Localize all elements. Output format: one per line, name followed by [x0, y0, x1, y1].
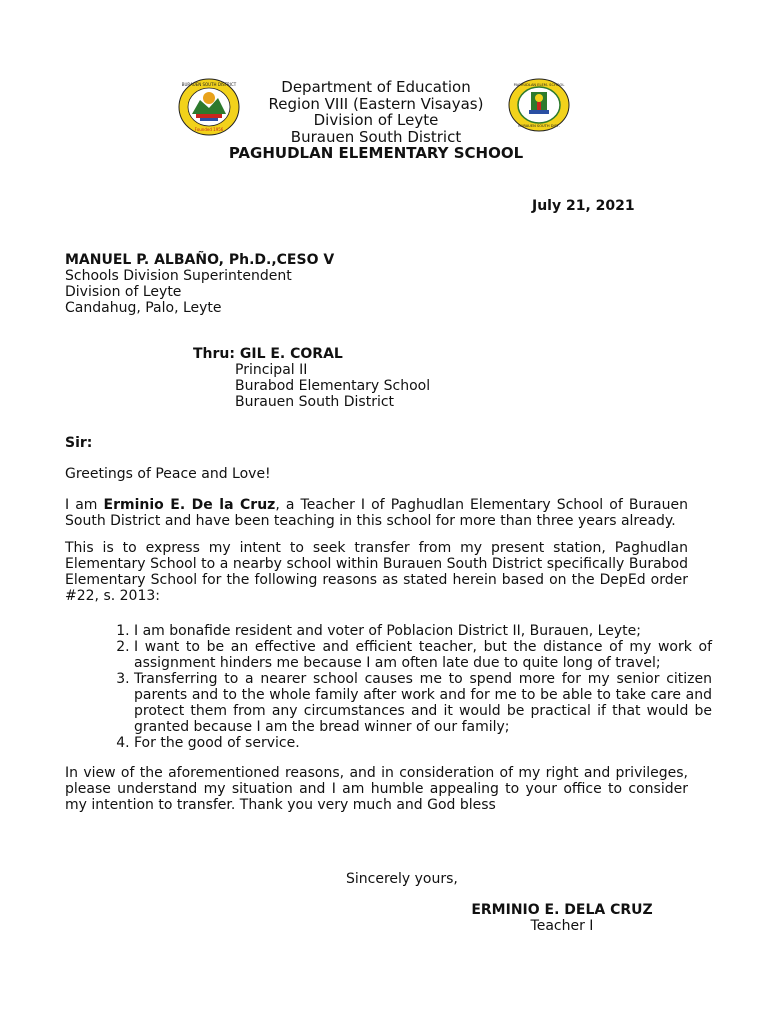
recipient-title: Schools Division Superintendent — [65, 268, 292, 284]
signatory-name: ERMINIO E. DELA CRUZ — [471, 902, 653, 918]
department-name: Department of Education — [281, 78, 471, 96]
svg-text:BURAUEN SOUTH DIST.: BURAUEN SOUTH DIST. — [518, 124, 560, 128]
thru-district: Burauen South District — [235, 394, 395, 410]
reason-item: 1. I am bonafide resident and voter of Poblacion District II, Burauen, Leyte; — [134, 623, 712, 639]
reason-item: 4. For the good of service. — [134, 735, 712, 751]
region-name: Region VIII (Eastern Visayas) — [268, 94, 484, 113]
purpose-paragraph: This is to express my intent to seek transfer from my present station, Paghudlan Elementary School to a nearby school within Burauen South District specifically Burabod Elementary School for the following reasons as stated herein based on the DepEd order #22, s. 2013: — [65, 540, 688, 604]
thru-name: GIL E. CORAL — [239, 346, 343, 362]
sign-off: Sincerely yours, — [346, 871, 458, 887]
salutation: Sir: — [65, 435, 93, 451]
author-name: Erminio E. De la Cruz — [103, 497, 276, 513]
reason-item: 2. I want to be an effective and efficient teacher, but the distance of my work of assignment hinders me because I am often late due to quite long of travel; — [134, 639, 712, 671]
division-name: Division of Leyte — [313, 111, 439, 129]
letter-date: July 21, 2021 — [532, 198, 635, 214]
svg-text:Founded 1956: Founded 1956 — [194, 127, 224, 132]
recipient-office: Division of Leyte — [65, 284, 182, 300]
reason-item: 3. Transferring to a nearer school causes me to spend more for my senior citizen parents and to the whole family after work and for me to be able to take care and protect them from any circumstances and it would be practical if that would be granted because I am the bread winner of our family; — [134, 671, 712, 735]
intro-paragraph — [65, 497, 688, 529]
intro-prefix: I am — [65, 497, 104, 513]
greeting: Greetings of Peace and Love! — [65, 466, 271, 482]
closing-paragraph: In view of the aforementioned reasons, and in consideration of my right and privileges, please understand my situation and I am humble appealing to your office to consider my intention to transfer. Thank you very much and God bless — [65, 765, 688, 813]
reasons-list — [110, 623, 712, 751]
recipient-name: MANUEL P. ALBAÑO, Ph.D.,CESO V — [65, 252, 335, 268]
signature-block — [462, 902, 662, 934]
signatory-position: Teacher I — [530, 918, 594, 934]
district-name: Burauen South District — [290, 127, 462, 146]
thru-school: Burabod Elementary School — [235, 378, 431, 394]
thru-position: Principal II — [235, 362, 308, 378]
svg-text:BURAUEN SOUTH DISTRICT: BURAUEN SOUTH DISTRICT — [181, 82, 237, 87]
svg-text:PAGHUDLAN ELEM. SCHOOL: PAGHUDLAN ELEM. SCHOOL — [513, 83, 565, 87]
thru-label: Thru: — [193, 346, 235, 362]
letterhead — [176, 79, 576, 162]
recipient-address: Candahug, Palo, Leyte — [65, 300, 222, 316]
intro-suffix: , a Teacher I of Paghudlan Elementary School of Burauen South District and have been teaching in this school for more than three years already. — [65, 497, 688, 529]
thru-block — [193, 346, 430, 410]
school-name: PAGHUDLAN ELEMENTARY SCHOOL — [228, 144, 524, 162]
recipient-block — [65, 252, 334, 316]
